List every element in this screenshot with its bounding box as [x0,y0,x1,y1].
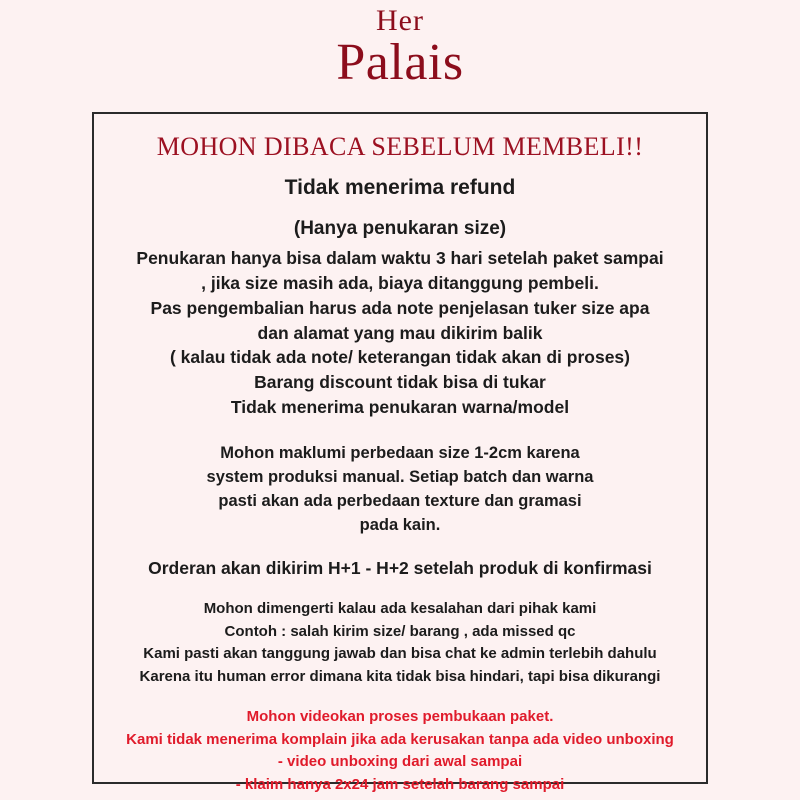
notice-line: - klaim hanya 2x24 jam setelah barang sampai [235,775,565,793]
notice-line: Mohon videokan proses pembukaan paket. [246,708,554,726]
notice-group-size-tolerance [108,442,692,538]
notice-line: Tidak menerima penukaran warna/model [230,397,570,418]
notice-line: Barang discount tidak bisa di tukar [254,372,546,393]
notice-line: pada kain. [359,515,441,534]
notice-line: Contoh : salah kirim size/ barang , ada missed qc [224,622,576,640]
notice-line: Pas pengembalian harus ada note penjelasan tuker size apa [150,297,650,318]
notice-line: Kami tidak menerima komplain jika ada kerusakan tanpa ada video unboxing [126,730,674,748]
notice-line: Karena itu human error dimana kita tidak bisa hindari, tapi bisa dikurangi [139,667,661,685]
notice-line: system produksi manual. Setiap batch dan warna [206,467,594,486]
notice-group-exchange [108,246,692,420]
notice-line: ( kalau tidak ada note/ keterangan tidak akan di proses) [169,347,630,368]
notice-line: dan alamat yang mau dikirim balik [257,322,543,343]
notice-panel [92,112,708,793]
notice-subtitle: Tidak menerima refund [284,176,516,199]
notice-line: - video unboxing dari awal sampai [277,753,523,771]
spacer [108,580,692,598]
spacer [108,688,692,706]
notice-group-shipping [108,556,692,581]
notice-headline: MOHON DIBACA SEBELUM MEMBELI!! [156,132,644,161]
brand-name-line2: Palais [336,34,464,91]
notice-line: Mohon maklumi perbedaan size 1-2cm karena [220,443,580,462]
notice-group-mistakes [108,598,692,688]
spacer [108,538,692,556]
notice-line: Mohon dimengerti kalau ada kesalahan dari pihak kami [203,600,597,618]
notice-line: pasti akan ada perbedaan texture dan gramasi [218,491,582,510]
notice-line: , jika size masih ada, biaya ditanggung pembeli. [201,272,599,293]
spacer [108,420,692,442]
notice-group-unboxing [108,706,692,796]
notice-line: Kami pasti akan tanggung jawab dan bisa chat ke admin terlebih dahulu [143,645,657,663]
brand-logo [0,0,800,91]
notice-paren-note: (Hanya penukaran size) [293,218,507,239]
notice-line: Penukaran hanya bisa dalam waktu 3 hari setelah paket sampai [136,248,664,268]
brand-name-line1: Her [376,4,424,37]
notice-line: Orderan akan dikirim H+1 - H+2 setelah produk di konfirmasi [148,557,652,578]
